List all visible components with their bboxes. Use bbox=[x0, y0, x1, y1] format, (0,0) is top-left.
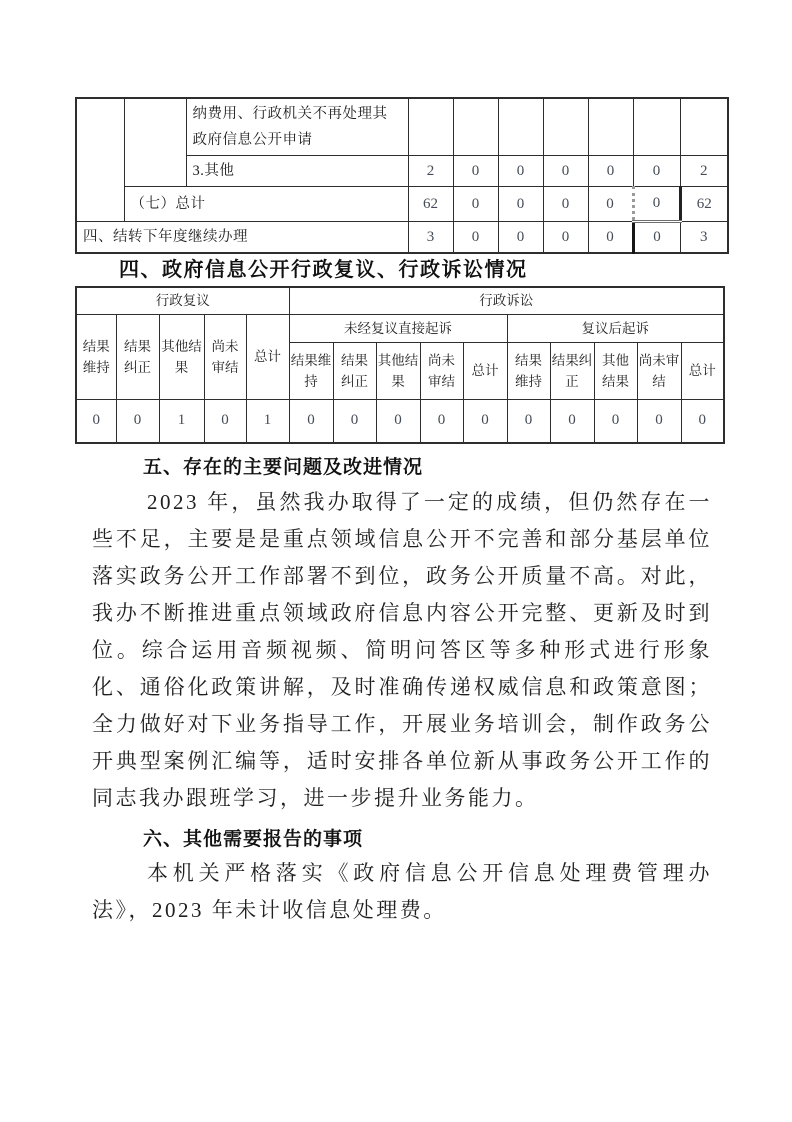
table-cell: 0 bbox=[543, 187, 588, 222]
table-cell-label: 3.其他 bbox=[186, 156, 408, 187]
table-cell bbox=[408, 98, 453, 156]
table-cell: 0 bbox=[453, 187, 498, 222]
column-header: 结果纠正 bbox=[550, 342, 594, 399]
table-cell: 0 bbox=[543, 156, 588, 187]
column-header: 总计 bbox=[246, 314, 289, 399]
table-cell-label: 纳费用、行政机关不再处理其政府信息公开申请 bbox=[186, 98, 408, 156]
table-cell: 0 bbox=[633, 187, 680, 222]
table-row bbox=[76, 187, 728, 222]
table-cell: 3 bbox=[408, 222, 453, 254]
subgroup-header-direct: 未经复议直接起诉 bbox=[289, 314, 507, 342]
table-cell: 1 bbox=[159, 399, 204, 443]
table-cell: 0 bbox=[498, 187, 543, 222]
table-cell: 0 bbox=[637, 399, 681, 443]
carryover-table bbox=[75, 97, 729, 254]
column-header: 总计 bbox=[681, 342, 724, 399]
table-cell bbox=[453, 98, 498, 156]
table-cell: 0 bbox=[507, 399, 550, 443]
table-cell: 0 bbox=[588, 222, 633, 254]
table-cell: 62 bbox=[408, 187, 453, 222]
table-cell: 0 bbox=[420, 399, 463, 443]
table-cell: 0 bbox=[543, 222, 588, 254]
table-row bbox=[76, 287, 724, 314]
table-cell: 0 bbox=[633, 222, 680, 254]
table-cell: 0 bbox=[376, 399, 420, 443]
section-heading-four: 四、政府信息公开行政复议、行政诉讼情况 bbox=[119, 259, 528, 281]
column-header: 其他结果 bbox=[376, 342, 420, 399]
table-cell: 0 bbox=[498, 222, 543, 254]
table-cell: 0 bbox=[594, 399, 637, 443]
table-cell bbox=[680, 98, 728, 156]
table-cell: 0 bbox=[681, 399, 724, 443]
column-header: 结果纠正 bbox=[116, 314, 159, 399]
table-cell: 2 bbox=[680, 156, 728, 187]
table-cell: 0 bbox=[498, 156, 543, 187]
section-heading-six: 六、其他需要报告的事项 bbox=[143, 829, 364, 850]
table-cell bbox=[588, 98, 633, 156]
table-cell-empty bbox=[76, 98, 124, 222]
table-cell-label: （七）总计 bbox=[124, 187, 408, 222]
table-row bbox=[76, 98, 728, 156]
column-header: 尚未审结 bbox=[204, 314, 246, 399]
column-header: 尚未审结 bbox=[637, 342, 681, 399]
table-cell bbox=[498, 98, 543, 156]
section-heading-five: 五、存在的主要问题及改进情况 bbox=[143, 457, 424, 478]
column-header: 结果纠正 bbox=[333, 342, 376, 399]
table-row bbox=[76, 314, 724, 342]
table-cell: 0 bbox=[633, 156, 680, 187]
table-cell-empty bbox=[124, 98, 186, 187]
table-cell: 0 bbox=[453, 222, 498, 254]
table-row bbox=[76, 399, 724, 443]
table-cell: 0 bbox=[333, 399, 376, 443]
table-cell: 62 bbox=[680, 187, 728, 222]
litigation-table bbox=[75, 286, 725, 444]
table-cell bbox=[633, 98, 680, 156]
table-cell: 3 bbox=[680, 222, 728, 254]
table-cell: 0 bbox=[76, 399, 116, 443]
table-row bbox=[76, 222, 728, 254]
column-header: 尚未审结 bbox=[420, 342, 463, 399]
section-five-paragraph: 2023 年，虽然我办取得了一定的成绩，但仍然存在一些不足，主要是是重点领域信息公开不完善和部分基层单位落实政务公开工作部署不到位，政务公开质量不高。对此，我办不断推进重点领域政府信息内容公开完整、更新及时到位。综合运用音频视频、简明问答区等多种形式进行形象化、通俗化政策讲解，及时准确传递权威信息和政策意图；全力做好对下业务指导工作，开展业务培训会，制作政务公开典型案例汇编等，适时安排各单位新从事政务公开工作的同志我办跟班学习，进一步提升业务能力。 bbox=[92, 490, 712, 810]
group-header-litigation: 行政诉讼 bbox=[289, 287, 724, 314]
table-cell: 0 bbox=[116, 399, 159, 443]
subgroup-header-after-review: 复议后起诉 bbox=[507, 314, 724, 342]
table-cell: 1 bbox=[246, 399, 289, 443]
section-six-paragraph: 本机关严格落实《政府信息公开信息处理费管理办法》，2023 年未计收信息处理费。 bbox=[92, 861, 712, 922]
column-header: 结果维持 bbox=[76, 314, 116, 399]
table-cell: 0 bbox=[289, 399, 333, 443]
column-header: 其他结果 bbox=[594, 342, 637, 399]
table-cell bbox=[543, 98, 588, 156]
table-cell: 2 bbox=[408, 156, 453, 187]
column-header: 总计 bbox=[463, 342, 507, 399]
column-header: 其他结果 bbox=[159, 314, 204, 399]
column-header: 结果维持 bbox=[289, 342, 333, 399]
table-cell: 0 bbox=[588, 187, 633, 222]
table-cell: 0 bbox=[204, 399, 246, 443]
table-cell-label: 四、结转下年度继续办理 bbox=[76, 222, 408, 254]
table-cell: 0 bbox=[550, 399, 594, 443]
group-header-review: 行政复议 bbox=[76, 287, 289, 314]
column-header: 结果维持 bbox=[507, 342, 550, 399]
table-cell: 0 bbox=[453, 156, 498, 187]
table-cell: 0 bbox=[588, 156, 633, 187]
table-cell: 0 bbox=[463, 399, 507, 443]
